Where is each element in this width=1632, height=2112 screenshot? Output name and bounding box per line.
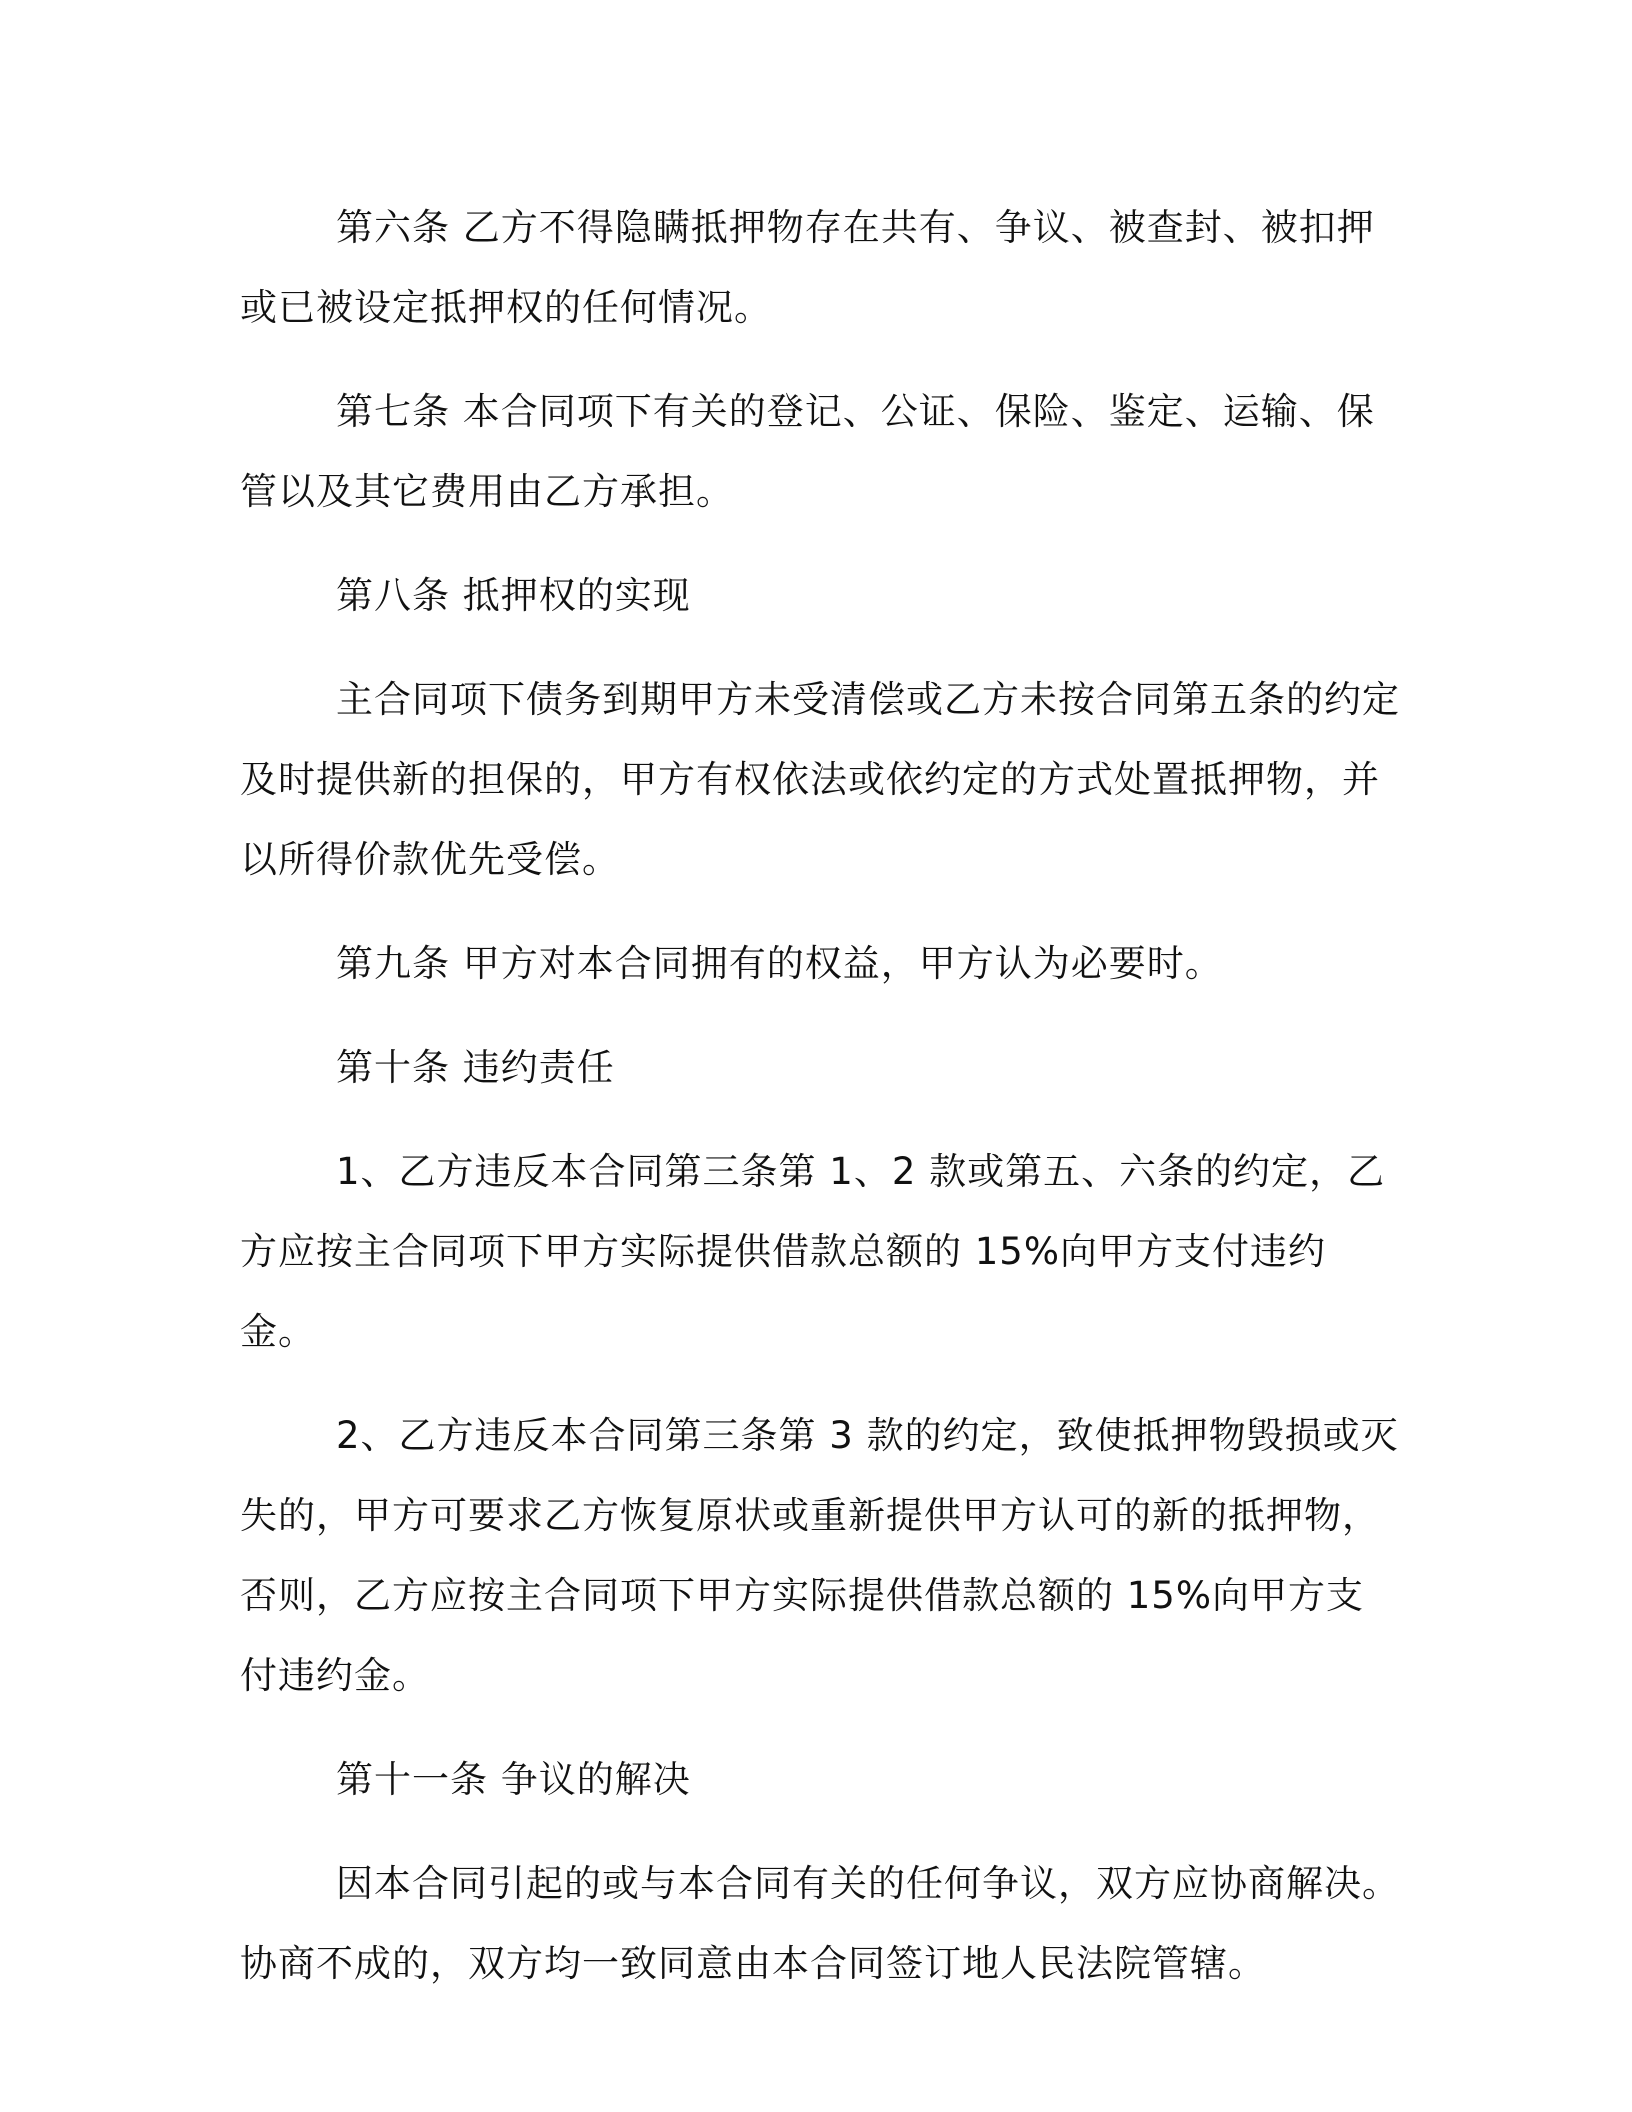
article-10-heading: 第十条 违约责任	[336, 1046, 615, 1089]
article-10-clause-1: 1、乙方违反本合同第三条第 1、2 款或第五、六条的约定，乙方应按主合同项下甲方实际提供借款总额的 15%向甲方支付违约金。	[240, 1150, 1386, 1353]
article-10-clause-2: 2、乙方违反本合同第三条第 3 款的约定，致使抵押物毁损或灭失的，甲方可要求乙方恢复原状或重新提供甲方认可的新的抵押物，否则，乙方应按主合同项下甲方实际提供借款总额的 15%向甲方支付违约金。	[240, 1414, 1399, 1697]
article-8-heading: 第八条 抵押权的实现	[336, 574, 691, 617]
article-11-heading: 第十一条 争议的解决	[336, 1758, 691, 1801]
article-8-body: 主合同项下债务到期甲方未受清偿或乙方未按合同第五条的约定及时提供新的担保的，甲方有权依法或依约定的方式处置抵押物，并以所得价款优先受偿。	[240, 678, 1400, 881]
article-11-body: 因本合同引起的或与本合同有关的任何争议，双方应协商解决。协商不成的，双方均一致同意由本合同签订地人民法院管辖。	[240, 1862, 1400, 1985]
article-9-paragraph: 第九条 甲方对本合同拥有的权益，甲方认为必要时。	[336, 942, 1223, 985]
article-7-paragraph: 第七条 本合同项下有关的登记、公证、保险、鉴定、运输、保管以及其它费用由乙方承担。	[240, 390, 1375, 513]
article-6-paragraph: 第六条 乙方不得隐瞒抵押物存在共有、争议、被查封、被扣押或已被设定抵押权的任何情况。	[240, 206, 1375, 329]
document-body	[240, 188, 1400, 2028]
